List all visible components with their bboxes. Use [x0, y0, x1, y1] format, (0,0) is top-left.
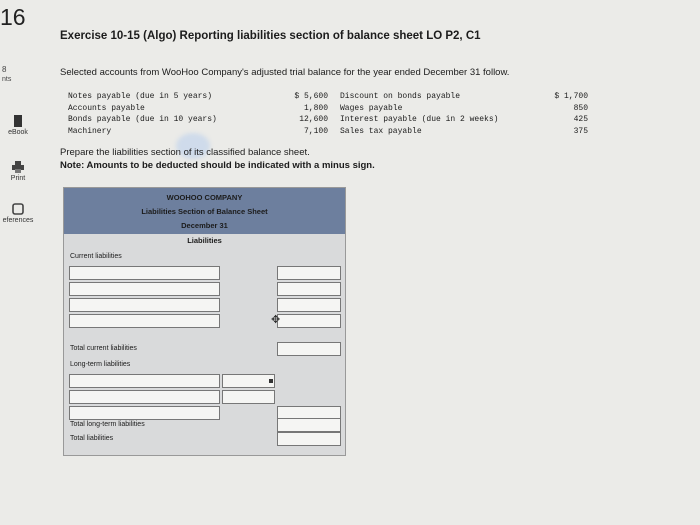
total-liabilities-amount[interactable]	[277, 432, 341, 446]
intro-text: Selected accounts from WooHoo Company's adjusted trial balance for the year ended December 31 follow.	[60, 67, 510, 78]
account-name: Discount on bonds payable	[340, 92, 461, 101]
company-name: WOOHOO COMPANY	[166, 193, 243, 202]
right-account-names	[340, 91, 498, 137]
statement-title: Liabilities Section of Balance Sheet	[141, 207, 268, 216]
long-term-liability-amount-1[interactable]	[222, 374, 275, 388]
account-name: Notes payable (due in 5 years)	[68, 92, 213, 101]
balance-sheet-worksheet	[63, 187, 346, 456]
account-name: Accounts payable	[68, 103, 145, 113]
long-term-liability-account-2[interactable]	[69, 390, 220, 404]
account-name: Bonds payable (due in 10 years)	[68, 115, 217, 124]
account-amount: 375	[573, 126, 588, 136]
account-amount: 850	[573, 103, 588, 113]
left-account-amounts	[282, 91, 328, 137]
long-term-liabilities-label: Long-term liabilities	[70, 361, 131, 368]
account-amount: 7,100	[303, 126, 328, 136]
account-name: Wages payable	[340, 103, 403, 113]
current-liability-account-2[interactable]	[69, 282, 220, 296]
cell-marker	[269, 379, 273, 383]
account-amount: 1,800	[303, 103, 328, 113]
current-liability-account-3[interactable]	[69, 298, 220, 312]
current-liability-amount-1[interactable]	[277, 266, 341, 280]
instruction-text: Prepare the liabilities section of its classified balance sheet.	[60, 147, 310, 158]
note-text: Note: Amounts to be deducted should be indicated with a minus sign.	[60, 160, 375, 171]
references-icon	[12, 203, 24, 215]
exercise-title: Exercise 10-15 (Algo) Reporting liabilities section of balance sheet LO P2, C1	[60, 30, 481, 42]
current-liability-amount-2[interactable]	[277, 282, 341, 296]
right-account-amounts	[538, 91, 588, 137]
sidebar-item-label: Print	[10, 175, 26, 182]
left-account-names	[68, 91, 217, 137]
sidebar-item-label: eferences	[2, 217, 34, 224]
long-term-liability-account-3[interactable]	[69, 406, 220, 420]
current-liabilities-label: Current liabilities	[70, 253, 122, 260]
book-icon	[13, 115, 23, 127]
points-indicator	[2, 65, 38, 83]
account-name: Machinery	[68, 126, 112, 136]
account-name: Sales tax payable	[340, 126, 422, 136]
account-name: Interest payable (due in 2 weeks)	[340, 115, 499, 124]
current-liability-account-1[interactable]	[69, 266, 220, 280]
sidebar-item-references[interactable]	[0, 203, 36, 224]
sidebar-item-ebook[interactable]	[0, 115, 36, 136]
points-digit: 8	[2, 65, 7, 74]
current-liability-amount-4[interactable]	[277, 314, 341, 328]
move-cursor-icon: ✥	[271, 314, 281, 326]
current-liability-amount-3[interactable]	[277, 298, 341, 312]
statement-date: December 31	[181, 221, 228, 230]
question-number: 16	[0, 4, 26, 30]
account-amount: $ 1,700	[554, 92, 588, 101]
sidebar-item-label: eBook	[8, 129, 28, 136]
current-liability-account-4[interactable]	[69, 314, 220, 328]
points-label: nts	[2, 76, 12, 83]
total-long-term-liabilities-label: Total long-term liabilities	[70, 421, 145, 428]
liabilities-heading: Liabilities	[187, 236, 222, 245]
total-liabilities-label: Total liabilities	[70, 435, 114, 442]
total-long-term-liabilities-amount[interactable]	[277, 418, 341, 432]
account-amount: $ 5,600	[294, 92, 328, 101]
account-amount: 425	[573, 115, 588, 124]
sidebar-item-print[interactable]	[0, 161, 36, 182]
print-icon	[12, 161, 24, 173]
long-term-liability-account-1[interactable]	[69, 374, 220, 388]
account-amount: 12,600	[299, 115, 328, 124]
total-current-liabilities-label: Total current liabilities	[70, 345, 137, 352]
total-current-liabilities-amount[interactable]	[277, 342, 341, 356]
long-term-liability-amount-2[interactable]	[222, 390, 275, 404]
